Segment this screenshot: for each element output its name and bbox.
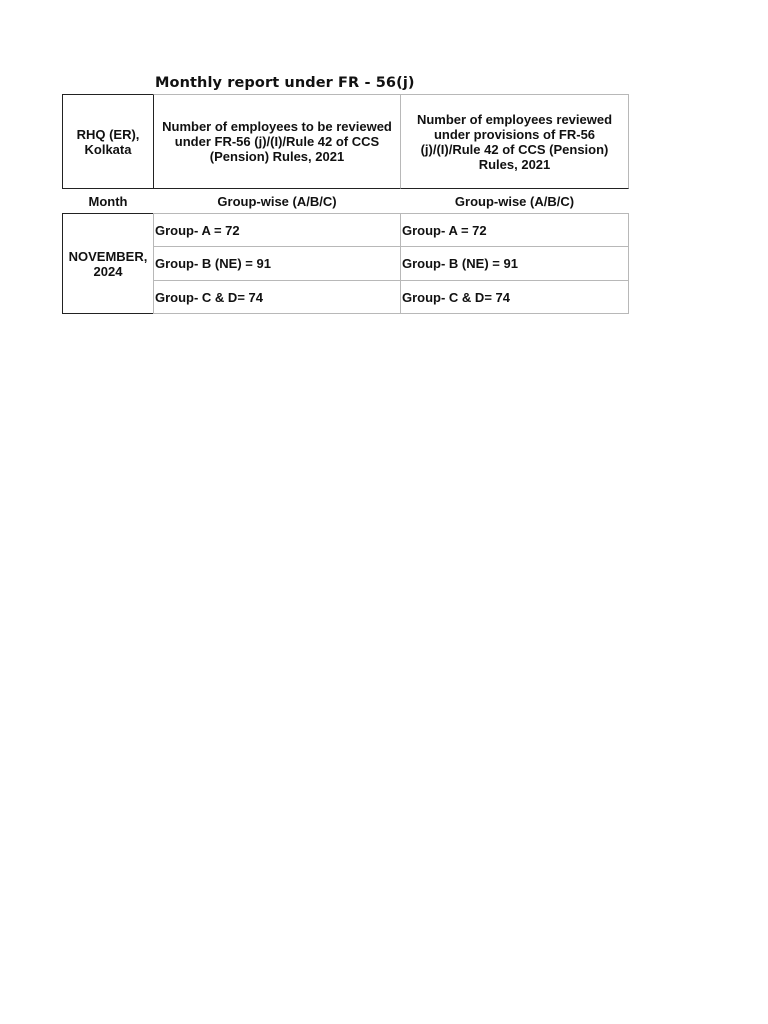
header-to-review-label: Number of employees to be reviewed under FR-56 (j)/(I)/Rule 42 of CCS (Pension) Rules, 2021 xyxy=(162,119,392,164)
reviewed-group-b: Group- B (NE) = 91 xyxy=(402,256,518,271)
group-wise-label-2: Group-wise (A/B/C) xyxy=(454,193,575,209)
month-header xyxy=(62,189,154,213)
month-header-label: Month xyxy=(88,193,128,209)
group-wise-label-1: Group-wise (A/B/C) xyxy=(217,193,337,209)
office-cell xyxy=(62,94,154,189)
header-to-review-cell xyxy=(153,94,401,189)
month-value: NOVEMBER, 2024 xyxy=(68,248,148,279)
table-row-cell xyxy=(400,213,629,247)
to-review-group-a: Group- A = 72 xyxy=(155,222,240,238)
table-row-cell xyxy=(400,246,629,281)
reviewed-group-cd: Group- C & D= 74 xyxy=(402,289,510,305)
group-wise-header-1 xyxy=(153,189,401,213)
table-row-cell xyxy=(153,280,401,314)
to-review-group-cd: Group- C & D= 74 xyxy=(155,289,263,305)
month-cell xyxy=(62,213,154,314)
group-wise-header-2 xyxy=(400,189,629,213)
header-reviewed-cell xyxy=(400,94,629,189)
report-title: Monthly report under FR - 56(j) xyxy=(155,75,415,91)
table-row-cell xyxy=(400,280,629,314)
table-row-cell xyxy=(153,213,401,247)
header-reviewed-label: Number of employees reviewed under provisions of FR-56 (j)/(I)/Rule 42 of CCS (Pension) Rules, 2021 xyxy=(416,111,613,172)
office-label: RHQ (ER), Kolkata xyxy=(76,126,140,157)
table-row-cell xyxy=(153,246,401,281)
reviewed-group-a: Group- A = 72 xyxy=(402,222,487,238)
to-review-group-b: Group- B (NE) = 91 xyxy=(155,256,271,271)
